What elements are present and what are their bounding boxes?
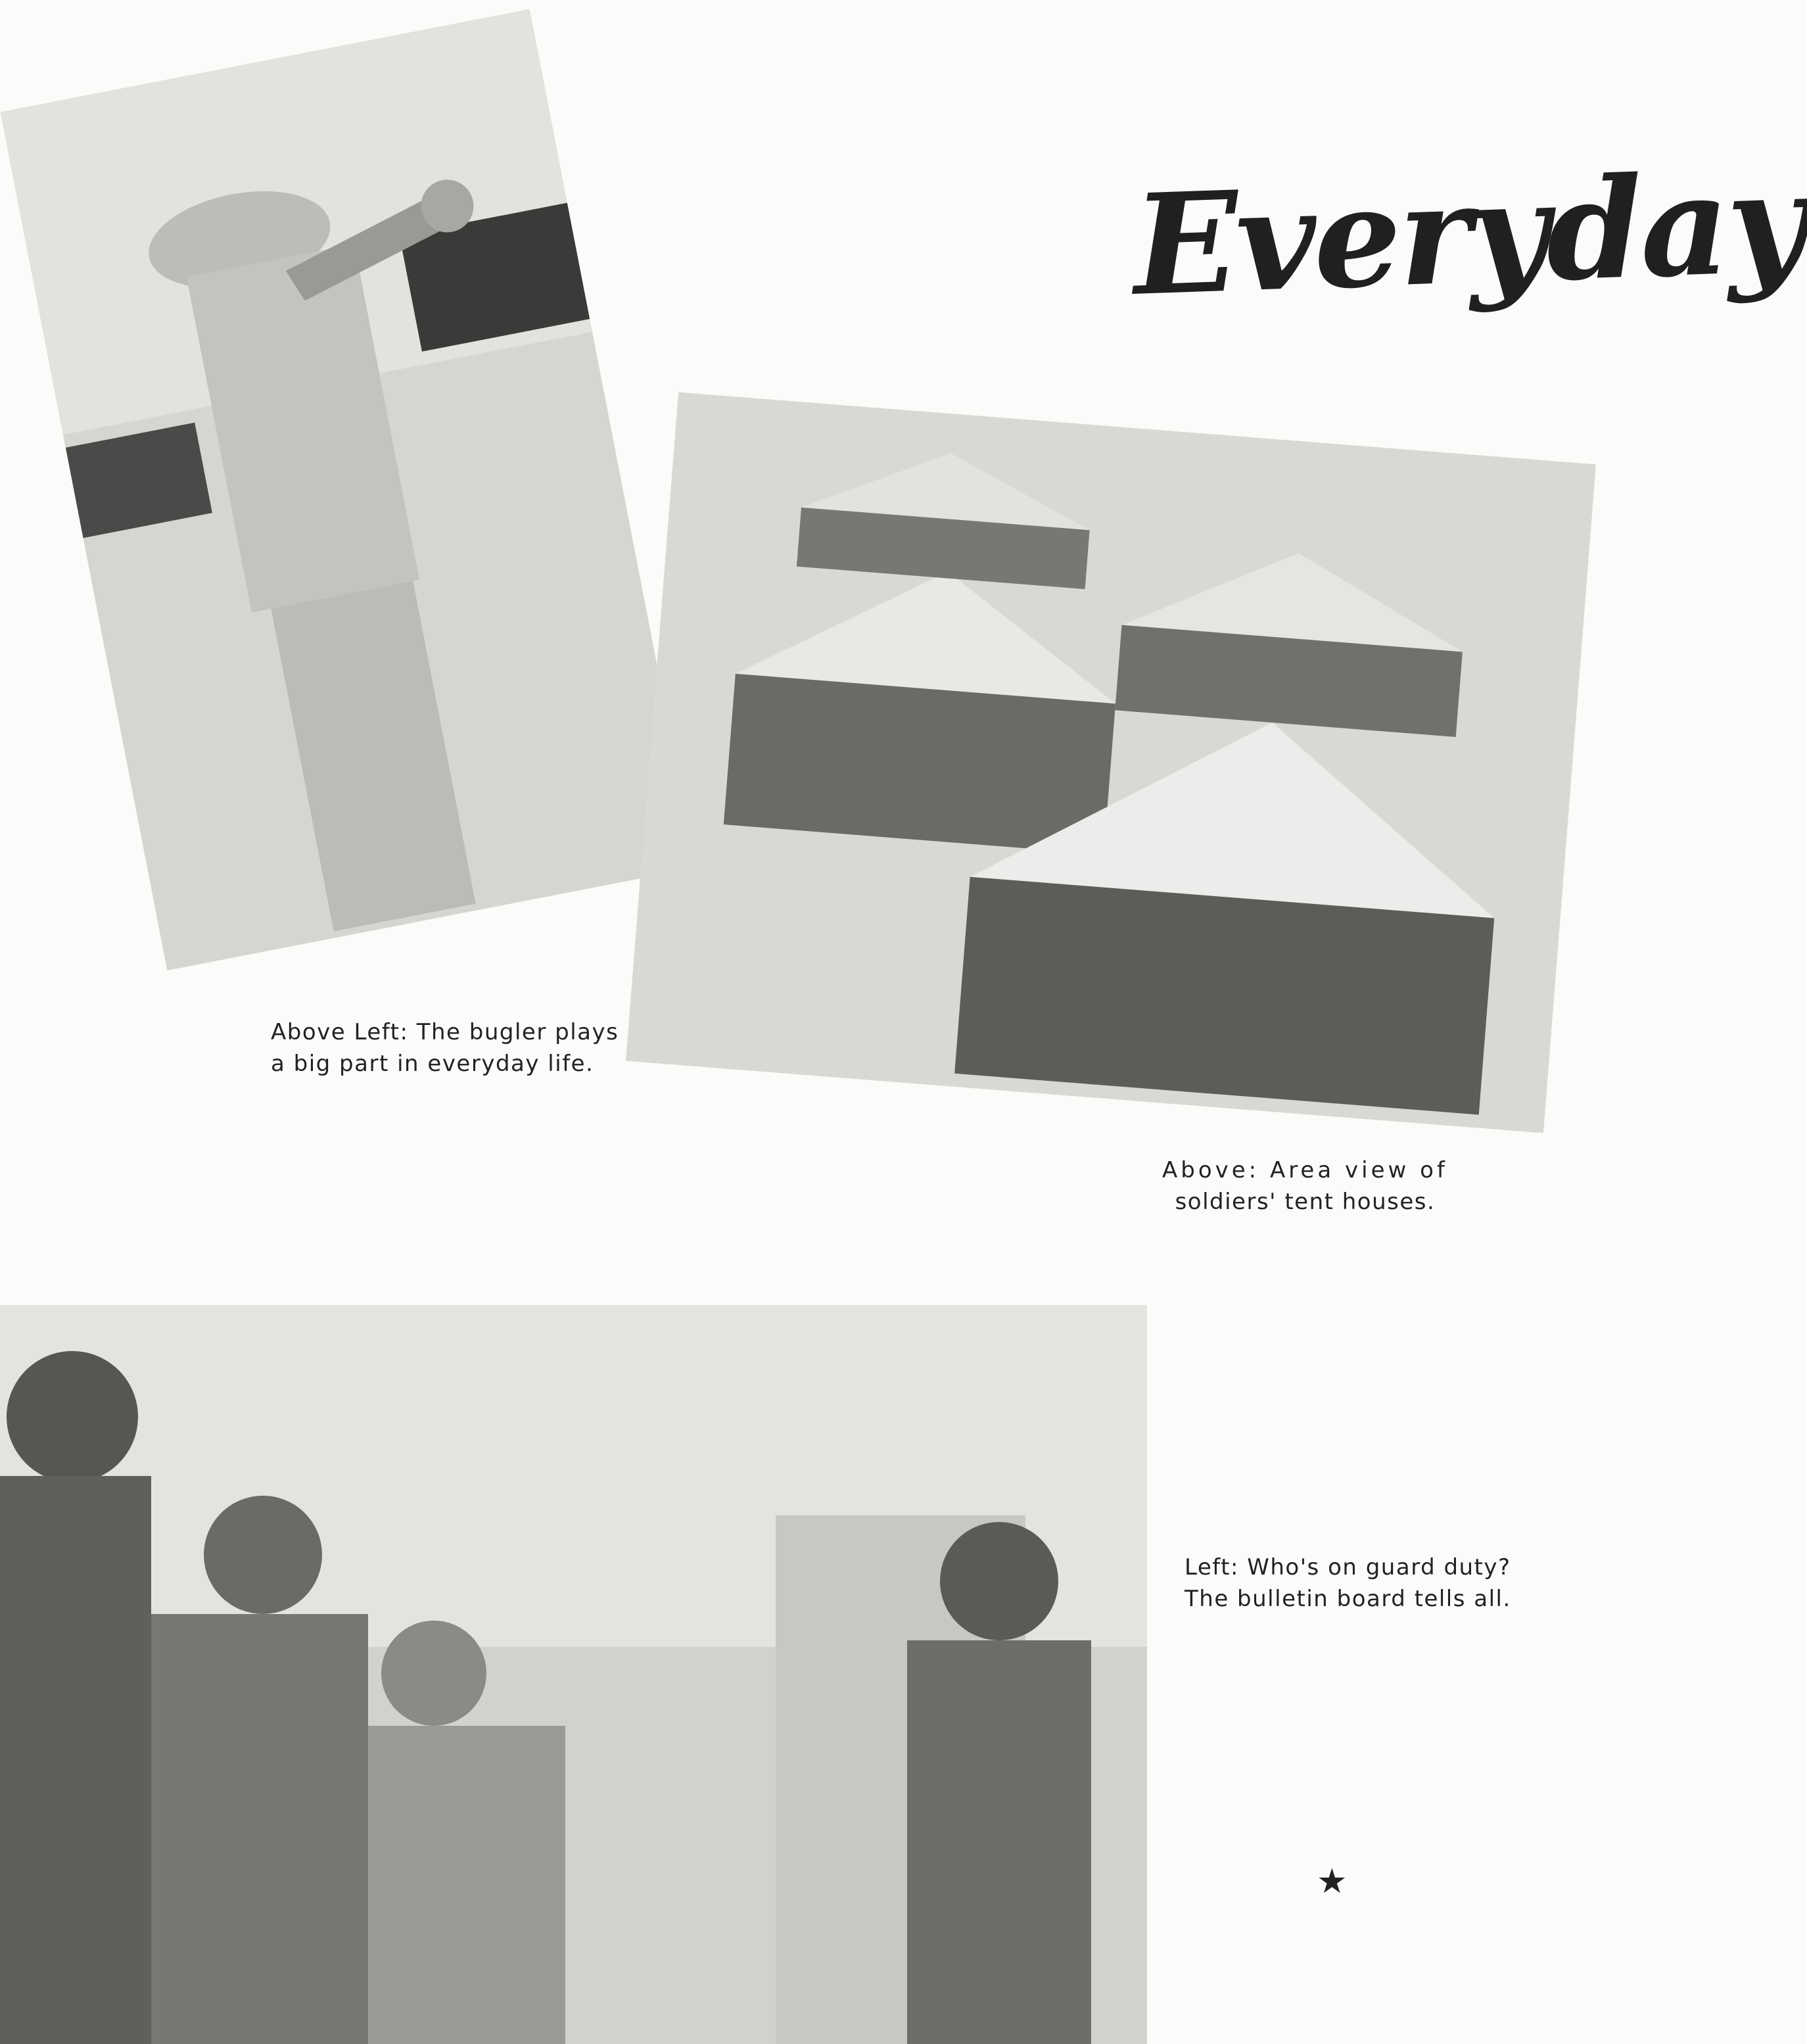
bulletin-caption-line-2: The bulletin board tells all.: [1185, 1586, 1511, 1612]
star-ornament: ★: [1317, 1862, 1348, 1901]
page-title: Everyday: [1131, 141, 1807, 327]
bugler-caption-line-1: Above Left: The bugler plays: [271, 1019, 619, 1045]
bugler-photo: [1, 9, 697, 970]
bugler-caption-line-2: a big part in everyday life.: [271, 1051, 594, 1077]
bulletin-caption: [1185, 1552, 1511, 1615]
tents-caption-line-2: soldiers' tent houses.: [1175, 1189, 1436, 1215]
tents-caption: [1162, 1154, 1448, 1218]
tents-caption-line-1: Above: Area view of: [1162, 1157, 1448, 1183]
bulletin-board-photo: [0, 1305, 1147, 2044]
bulletin-caption-line-1: Left: Who's on guard duty?: [1185, 1554, 1511, 1581]
tents-photo: [626, 392, 1596, 1133]
bugler-caption: [271, 1016, 619, 1080]
